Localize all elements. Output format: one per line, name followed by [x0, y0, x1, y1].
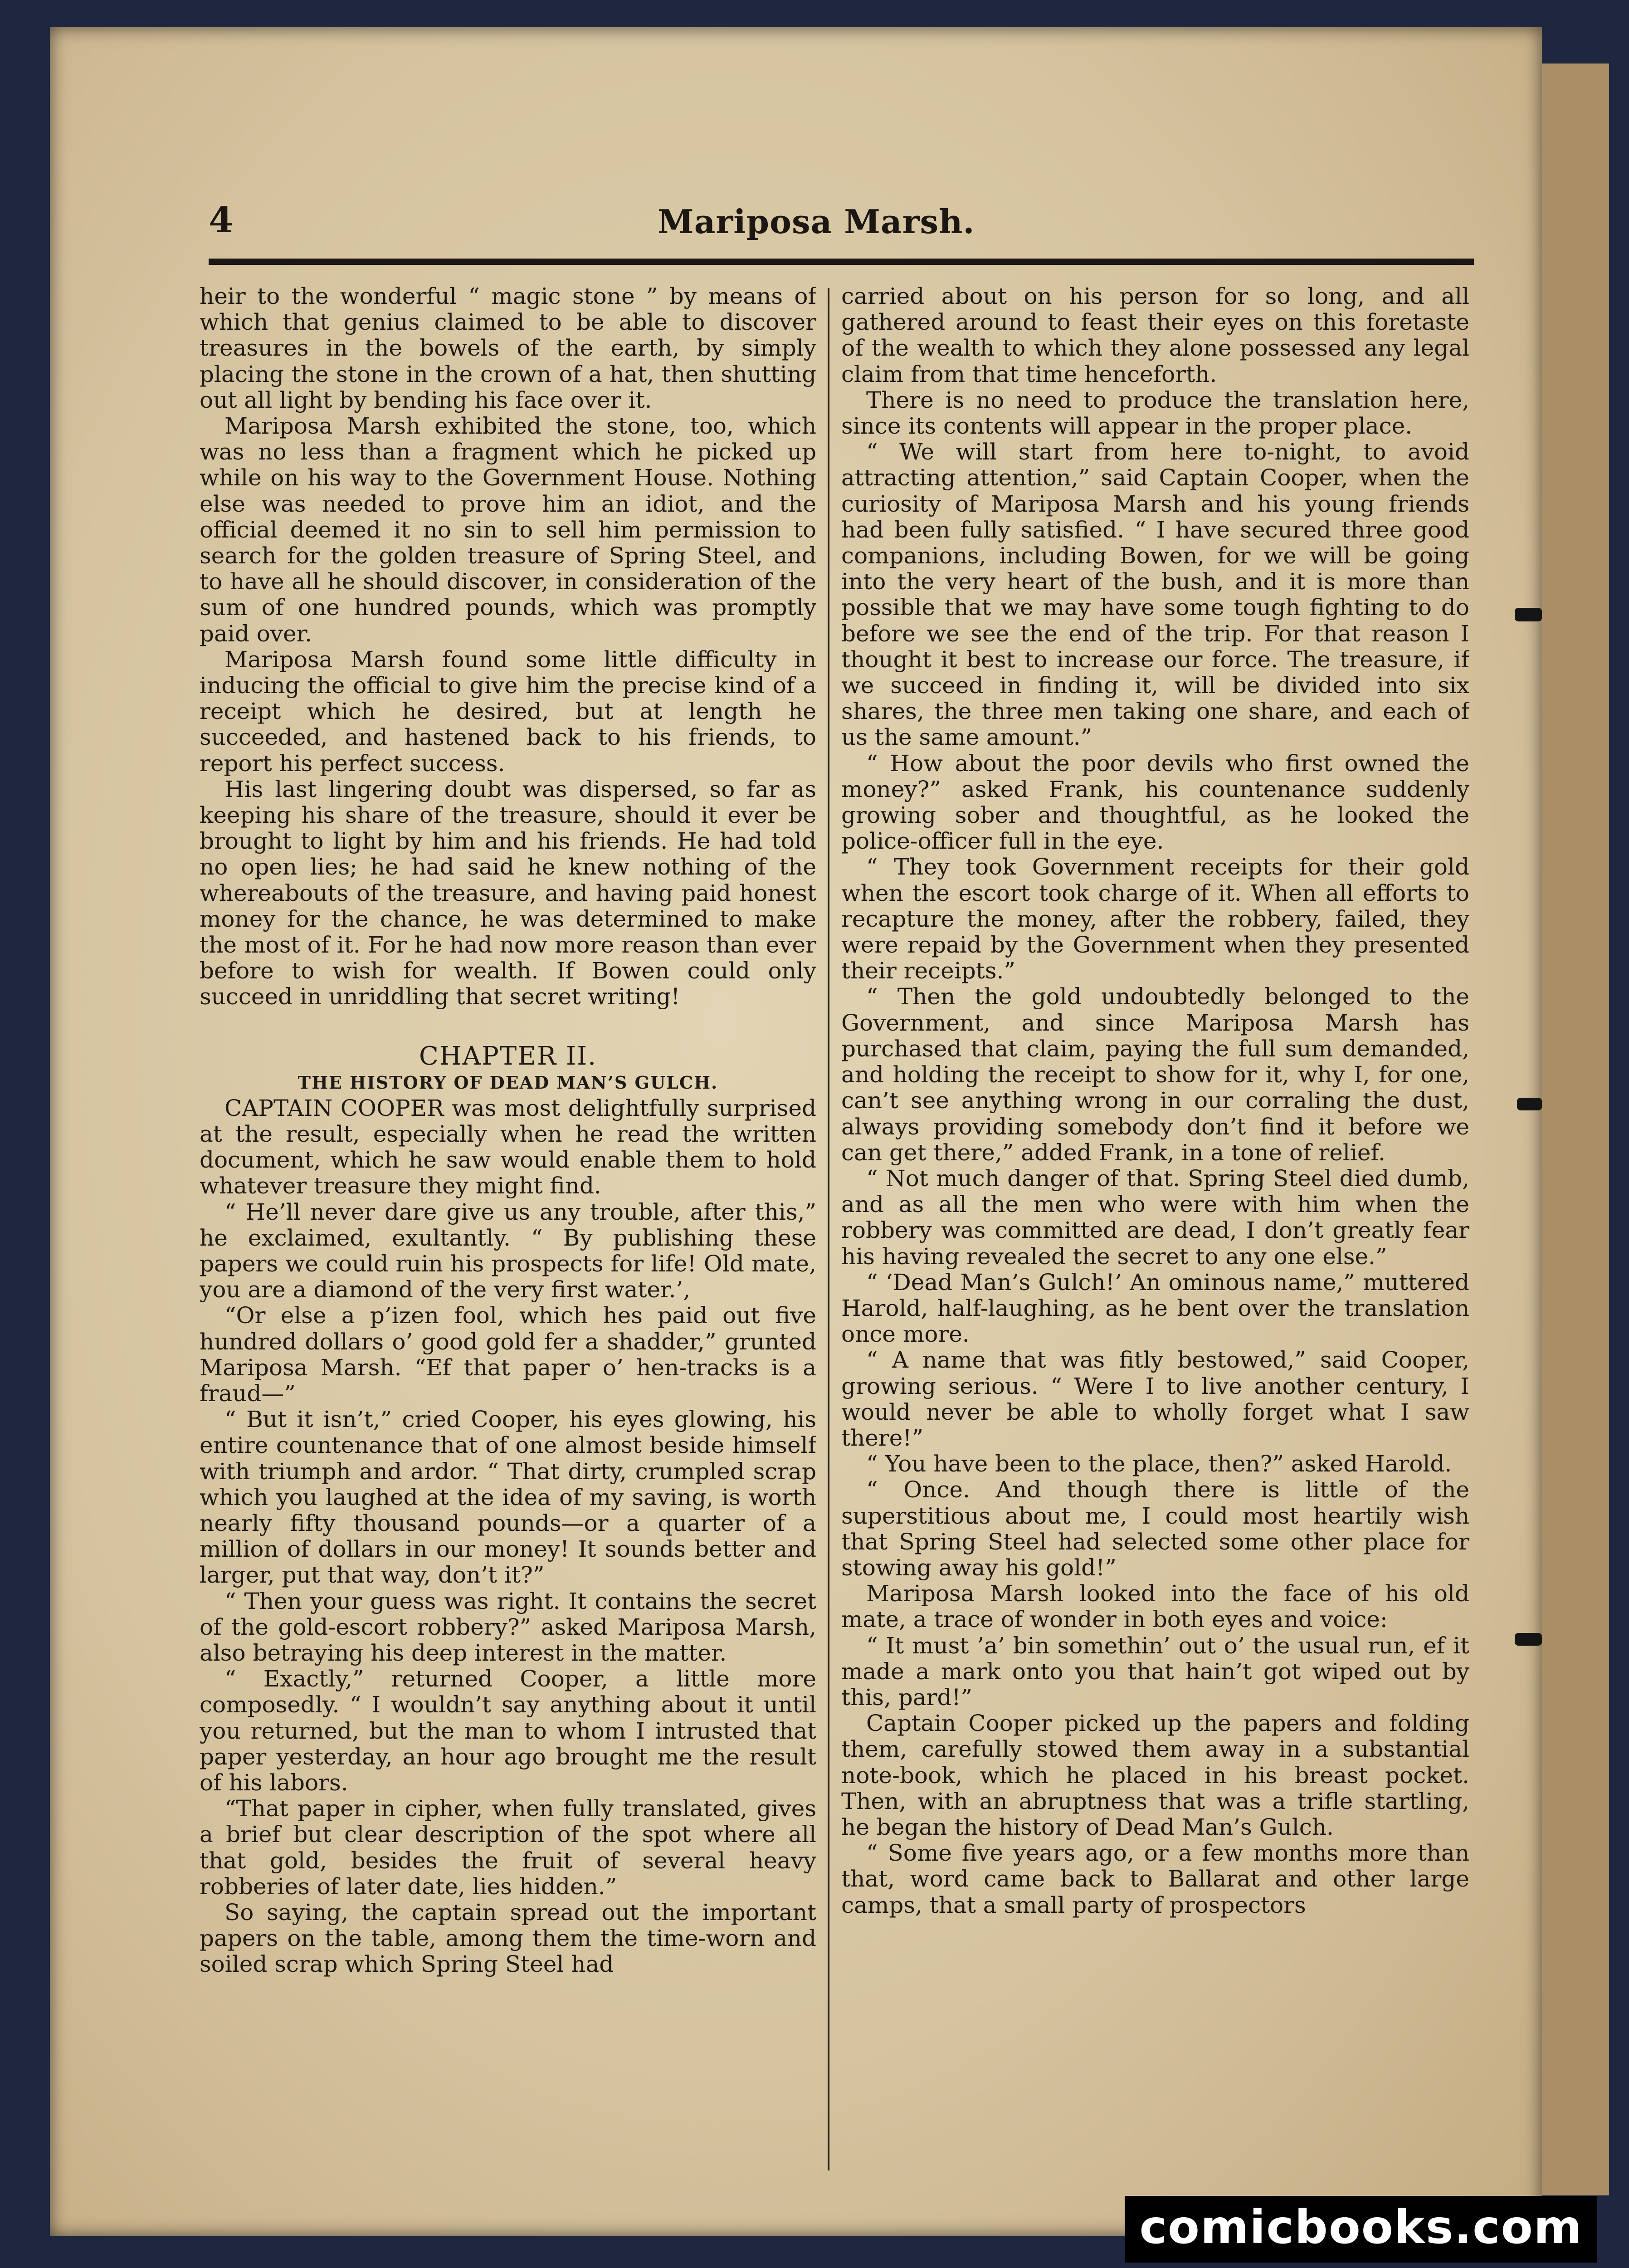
binding-hole [1515, 608, 1542, 621]
right-column [841, 284, 1469, 2175]
paragraph: “ We will start from here to-night, to avoid attracting attention,” said Captain Cooper, when the curiosity of Mariposa Marsh and his young friends had been fully satisfied. “ I have secured three good companions, including Bowen, for we will be going into the very heart of the bush, and it is more than possible that we may have some tough fighting to do before we see the end of the trip. For that reason I thought it best to increase our force. The treasure, if we succeed in finding it, will be divided into six shares, the three men taking one share, and each of us the same amount.” [841, 439, 1469, 751]
paragraph: “ You have been to the place, then?” asked Harold. [866, 1451, 1452, 1477]
binding-hole [1515, 1633, 1542, 1646]
paragraph: “Or else a p’izen fool, which hes paid out five hundred dollars o’ good gold fer a shadder,” grunted Mariposa Marsh. “Ef that paper o’ hen-tracks is a fraud—” [200, 1302, 816, 1407]
paragraph: Mariposa Marsh exhibited the stone, too, which was no less than a fragment which he picked up while on his way to the Government House. Nothing else was needed to prove him an idiot, and the official deemed it no sin to sell him permission to search for the golden treasure of Spring Steel, and to have all he should discover, in consideration of the sum of one hundred pounds, which was promptly paid over. [200, 413, 816, 647]
paragraph: CAPTAIN COOPER was most delightfully surprised at the result, especially when he read the written document, which he saw would enable them to hold whatever treasure they might find. [200, 1095, 816, 1199]
paragraph: carried about on his person for so long, and all gathered around to feast their eyes on this foretaste of the wealth to which they alone possessed any legal claim from that time henceforth. [841, 284, 1469, 387]
paragraph: “ Exactly,” returned Cooper, a little more composedly. “ I wouldn’t say anything about it until you returned, but the man to whom I intrusted that paper yesterday, an hour ago brought me the result of his labors. [200, 1666, 816, 1796]
running-title: Mariposa Marsh. [658, 202, 975, 241]
paragraph: heir to the wonderful “ magic stone ” by means of which that genius claimed to be able to discover treasures in the bowels of the earth, by simply placing the stone in the crown of a hat, then shutting out all light by bending his face over it. [200, 284, 816, 413]
paragraph: “ Not much danger of that. Spring Steel died dumb, and as all the men who were with him when the robbery was committed are dead, I don’t greatly fear his having revealed the secret to any one else.” [841, 1165, 1469, 1270]
paragraph: “ How about the poor devils who first owned the money?” asked Frank, his countenance suddenly growing sober and thoughtful, as he looked the police-officer full in the eye. [841, 750, 1469, 855]
magazine-page [50, 27, 1542, 2236]
paragraph: So saying, the captain spread out the important papers on the table, among them the time-worn and soiled scrap which Spring Steel had [200, 1899, 816, 1978]
paragraph: “ Then the gold undoubtedly belonged to the Government, and since Mariposa Marsh has purchased that claim, paying the full sum demanded, and holding the receipt to show for it, why I, for one, can’t see anything wrong in our corraling the dust, always providing somebody don’t find it before we can get there,” added Frank, in a tone of relief. [841, 983, 1469, 1166]
paragraph: “ It must ’a’ bin somethin’ out o’ the usual run, ef it made a mark onto you that hain’t got wiped out by this, pard!” [841, 1632, 1469, 1711]
watermark: comicbooks.com [1125, 2196, 1597, 2263]
paragraph: “ They took Government receipts for their gold when the escort took charge of it. When all efforts to recapture the money, after the robbery, failed, they were repaid by the Government when they presented their receipts.” [841, 854, 1469, 984]
paragraph: “ But it isn’t,” cried Cooper, his eyes glowing, his entire countenance that of one almost beside himself with triumph and ardor. “ That dirty, crumpled scrap which you laughed at the idea of my saving, is worth nearly fifty thousand pounds—or a quarter of a million of dollars in our money! It sounds better and larger, put that way, don’t it?” [200, 1406, 816, 1589]
chapter-title: CHAPTER II. [419, 1041, 597, 1071]
header-rule [209, 259, 1474, 265]
binding-hole [1517, 1098, 1542, 1110]
paragraph: His last lingering doubt was dispersed, so far as keeping his share of the treasure, should it ever be brought to light by him and his friends. He had told no open lies; he had said he knew nothing of the whereabouts of the treasure, and having paid honest money for the chance, he was determined to make the most of it. For he had now more reason than ever before to wish for wealth. If Bowen could only succeed in unriddling that secret writing! [200, 776, 816, 1010]
paragraph: Mariposa Marsh found some little difficulty in inducing the official to give him the precise kind of a receipt which he desired, but at length he succeeded, and hastened back to his friends, to report his perfect success. [200, 646, 816, 777]
paragraph: “That paper in cipher, when fully translated, gives a brief but clear description of the spot where all that gold, besides the fruit of several heavy robberies of later date, lies hidden.” [200, 1795, 816, 1900]
column-divider [828, 288, 829, 2170]
paragraph: “ A name that was fitly bestowed,” said Cooper, growing serious. “ Were I to live another century, I would never be able to wholly forget what I saw there!” [841, 1347, 1469, 1451]
paragraph: “ Once. And though there is little of the superstitious about me, I could most heartily wish that Spring Steel had selected some other place for stowing away his gold!” [841, 1476, 1469, 1581]
paragraph: Captain Cooper picked up the papers and folding them, carefully stowed them away in a substantial note-book, which he placed in his breast pocket. Then, with an abruptness that was a trifle startling, he began the history of Dead Man’s Gulch. [841, 1710, 1469, 1840]
paragraph: “ He’ll never dare give us any trouble, after this,” he exclaimed, exultantly. “ By publishing these papers we could ruin his prospects for life! Old mate, you are a diamond of the very first water.’, [200, 1198, 816, 1303]
paragraph: “ Then your guess was right. It contains the secret of the gold-escort robbery?” asked Mariposa Marsh, also betraying his deep interest in the matter. [200, 1588, 816, 1666]
paragraph: Mariposa Marsh looked into the face of his old mate, a trace of wonder in both eyes and voice: [841, 1580, 1469, 1633]
left-column [200, 284, 816, 2175]
page-number: 4 [209, 200, 234, 241]
paragraph: There is no need to produce the translation here, since its contents will appear in the proper place. [841, 386, 1469, 440]
paragraph: “ ‘Dead Man’s Gulch!’ An ominous name,” muttered Harold, half-laughing, as he bent over the translation once more. [841, 1269, 1469, 1348]
paragraph: “ Some five years ago, or a few months more than that, word came back to Ballarat and other large camps, that a small party of prospectors [841, 1840, 1469, 1918]
chapter-subtitle: THE HISTORY OF DEAD MAN’S GULCH. [298, 1072, 718, 1093]
